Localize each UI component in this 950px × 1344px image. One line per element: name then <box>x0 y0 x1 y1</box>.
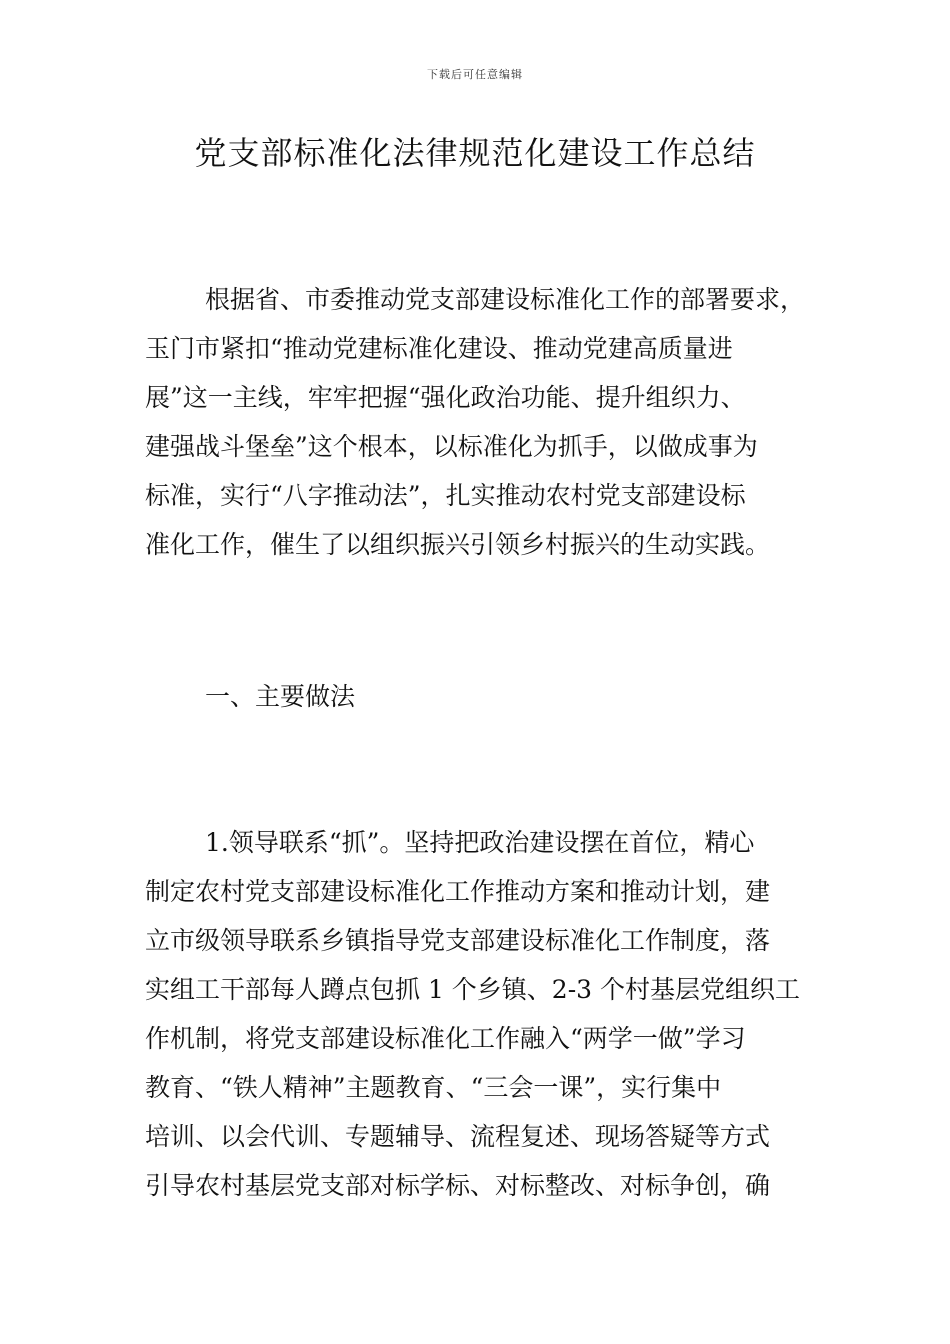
paragraph-1-line: 立市级领导联系乡镇指导党支部建设标准化工作制度，落 <box>145 926 771 955</box>
paragraph-1-line: 培训、以会代训、专题辅导、流程复述、现场答疑等方式 <box>145 1122 771 1151</box>
paragraph-1-line: 制定农村党支部建设标准化工作推动方案和推动计划，建 <box>145 877 771 906</box>
paragraph-1-line: 教育、“铁人精神”主题教育、“三会一课”，实行集中 <box>145 1073 722 1102</box>
intro-line: 展”这一主线，牢牢把握“强化政治功能、提升组织力、 <box>145 383 746 412</box>
paragraph-1 <box>145 818 810 1210</box>
paragraph-1-line: 作机制，将党支部建设标准化工作融入“两学一做”学习 <box>145 1024 746 1053</box>
section-heading-text: 一、主要做法 <box>205 682 356 711</box>
intro-line: 根据省、市委推动党支部建设标准化工作的部署要求， <box>205 285 806 314</box>
intro-line: 玉门市紧扣“推动党建标准化建设、推动党建高质量进 <box>145 334 733 363</box>
paragraph-1-line: 1.领导联系“抓”。坚持把政治建设摆在首位，精心 <box>205 828 755 857</box>
section-heading <box>145 672 810 721</box>
intro-line: 准化工作，催生了以组织振兴引领乡村振兴的生动实践。 <box>145 530 771 559</box>
intro-line: 标准，实行“八字推动法”，扎实推动农村党支部建设标 <box>145 481 746 510</box>
intro-paragraph <box>145 275 810 569</box>
header-note: 下载后可任意编辑 <box>427 68 523 81</box>
document-title: 党支部标准化法律规范化建设工作总结 <box>194 134 756 172</box>
paragraph-1-line: 引导农村基层党支部对标学标、对标整改、对标争创，确 <box>145 1171 771 1200</box>
intro-line: 建强战斗堡垒”这个根本，以标准化为抓手，以做成事为 <box>145 432 758 461</box>
paragraph-1-line: 实组工干部每人蹲点包抓 1 个乡镇、2-3 个村基层党组织工 <box>145 975 801 1004</box>
